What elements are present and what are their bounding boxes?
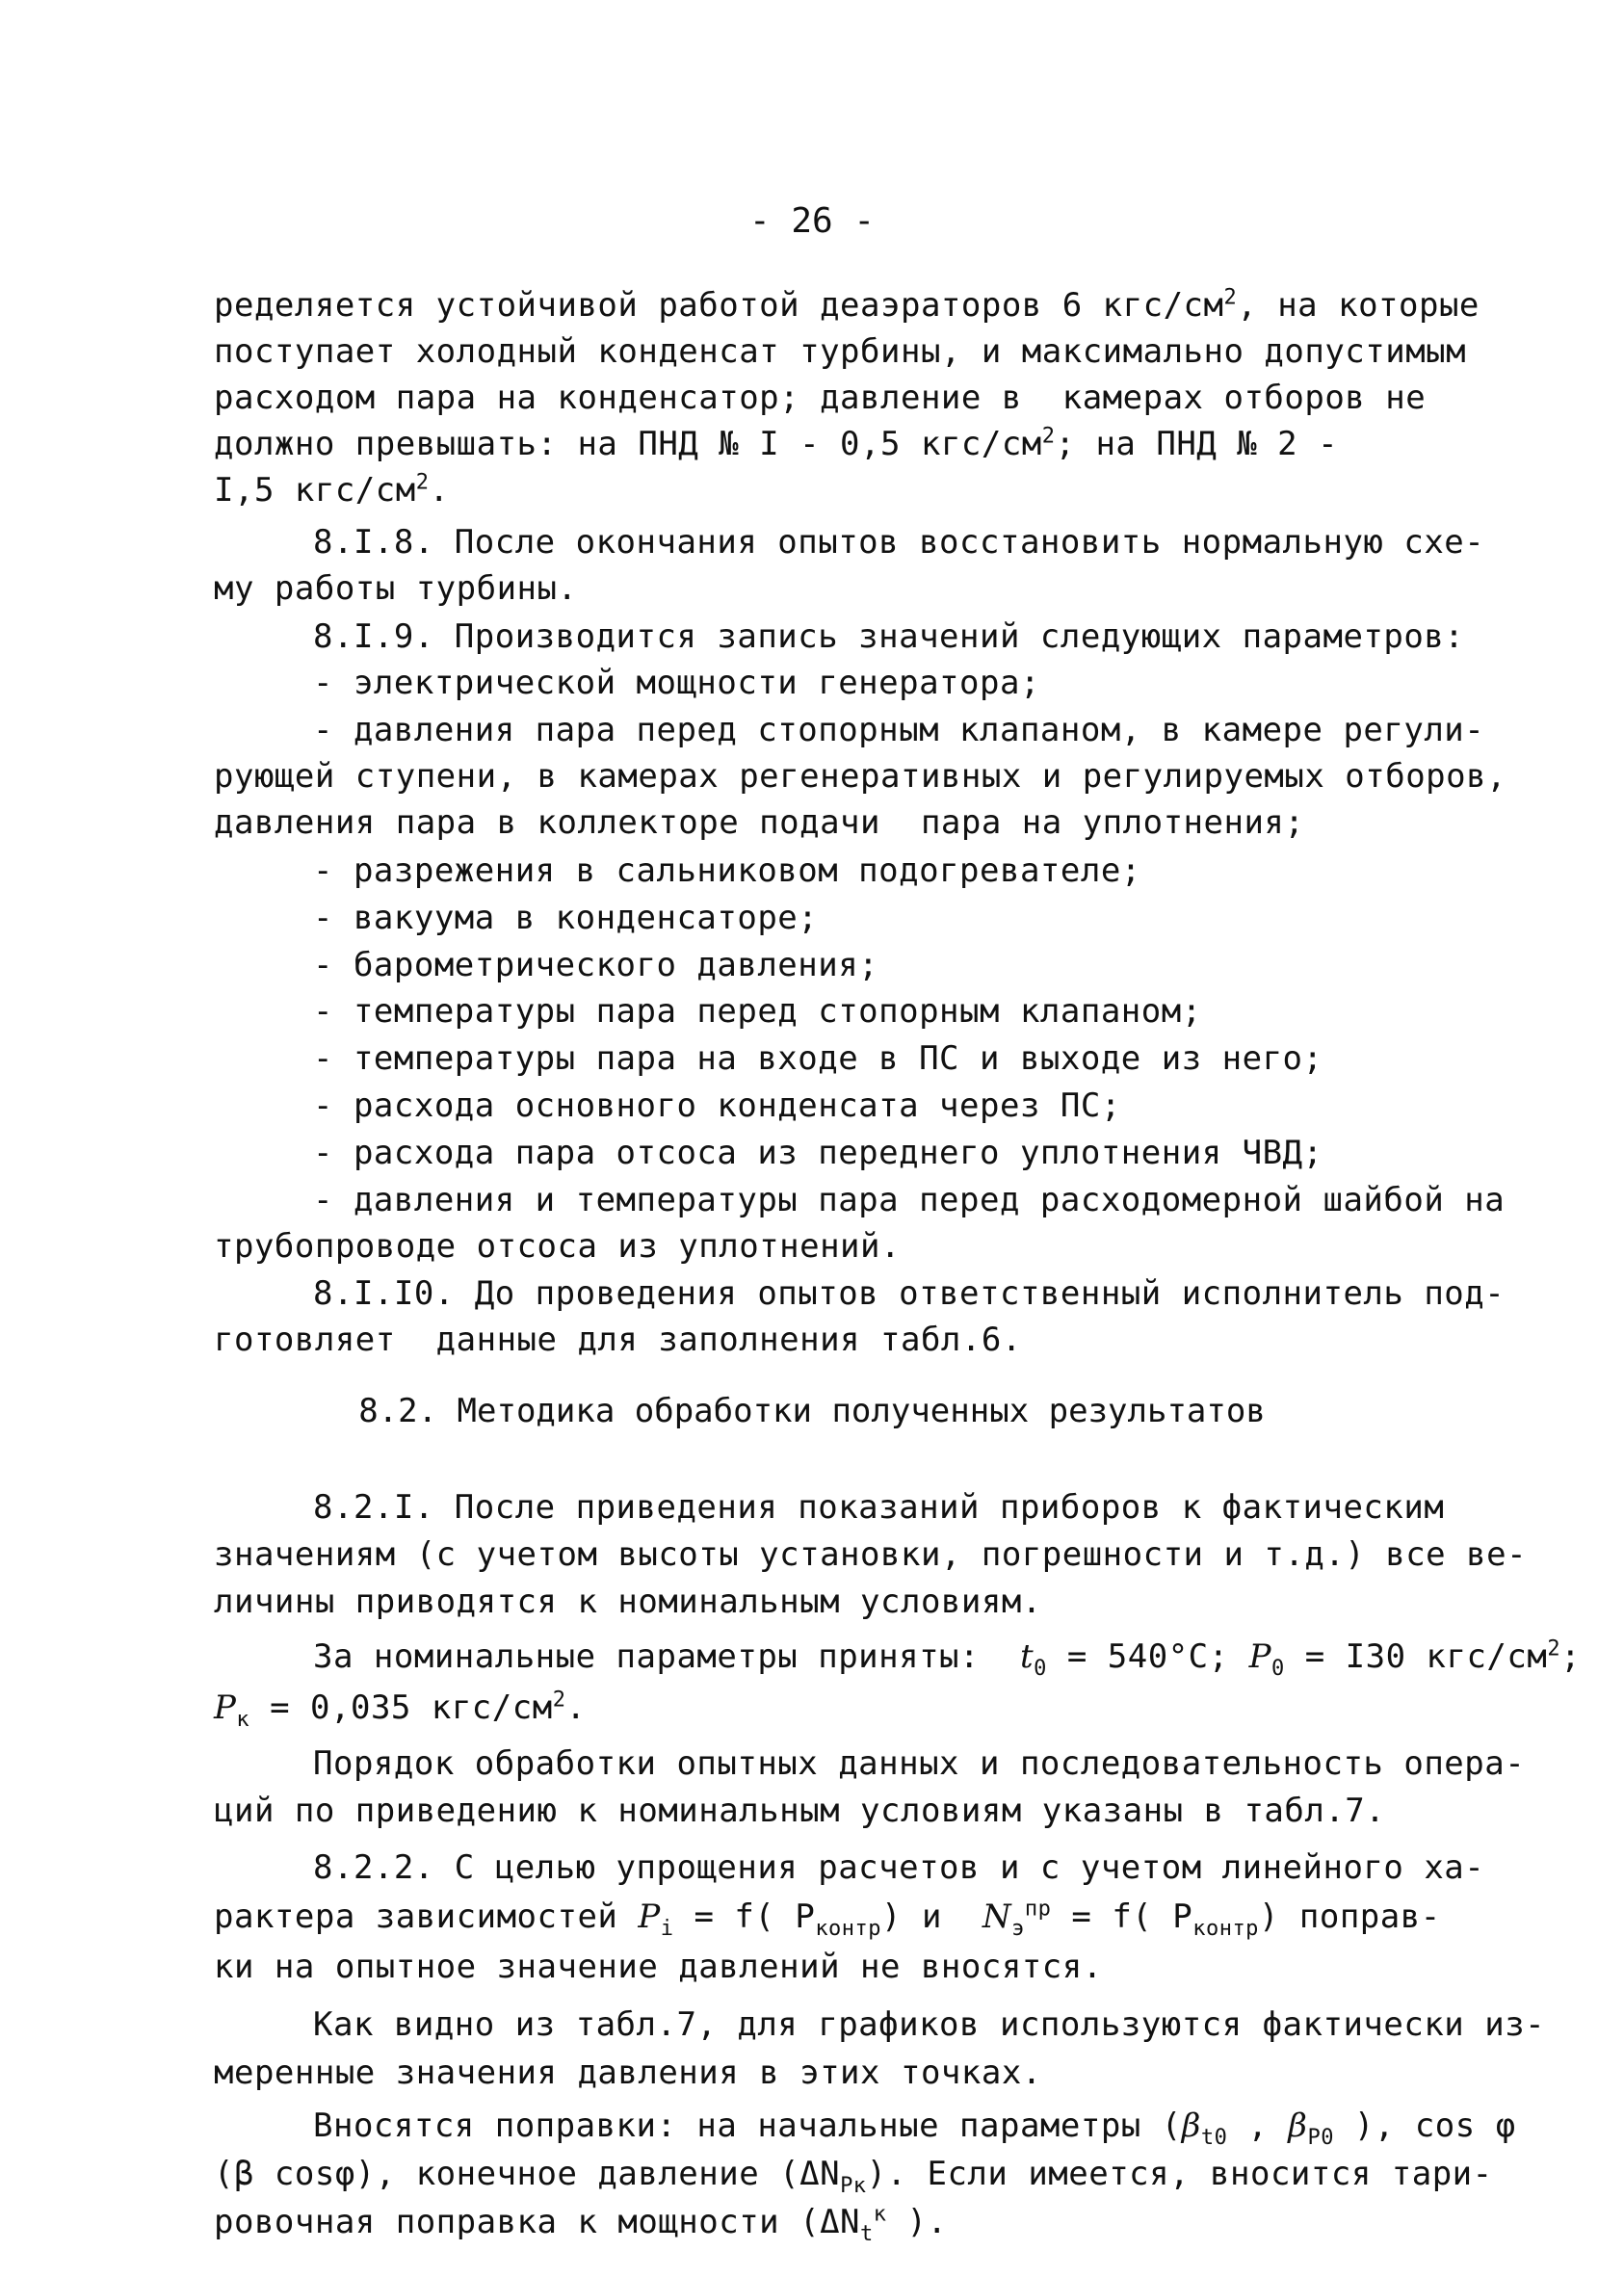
text-line: Как видно из табл.7, для графиков используются фактически из- <box>313 2005 1546 2044</box>
list-item: - расхода основного конденсата через ПС; <box>313 1086 1121 1125</box>
text-line: ределяется устойчивой работой деаэраторов 6 кгс/$см^2$, на которые <box>214 285 1480 325</box>
list-item: - разрежения в сальниковом подогревателе; <box>313 851 1141 890</box>
text-line: рующей ступени, в камерах регенеративных и регулируемых отборов, <box>214 757 1507 796</box>
nominal-pressure-line: $P_к = 0,035$ кгс/$см^2$. <box>214 1688 587 1732</box>
text-line: трубопроводе отсоса из уплотнений. <box>214 1227 901 1266</box>
list-item: - температуры пара на входе в ПС и выходе из него; <box>313 1039 1323 1078</box>
text-line: поступает холодный конденсат турбины, и максимально допустимым <box>214 332 1467 371</box>
text-line: ки на опытное значение давлений не вносятся. <box>214 1948 1103 1986</box>
paragraph-8-1-8: 8.I.8. После окончания опытов восстановить нормальную схе- <box>313 523 1485 562</box>
list-item: - электрической мощности генератора; <box>313 664 1040 702</box>
list-item: - давления и температуры пара перед расходомерной шайбой на <box>313 1181 1506 1219</box>
page-number: - 26 - <box>748 201 876 241</box>
paragraph-8-2-1: 8.2.I. После приведения показаний приборов к фактическим <box>313 1488 1445 1527</box>
list-item: - температуры пара перед стопорным клапаном; <box>313 992 1202 1031</box>
text-line: Порядок обработки опытных данных и последовательность опера- <box>313 1744 1526 1783</box>
list-item: - расхода пара отсоса из переднего уплотнения ЧВД; <box>313 1134 1323 1172</box>
nominal-parameters-line: За номинальные параметры приняты: $t_0 = 540^\circ С$; $P_0 = I30$ кгс/$см^2$; <box>313 1636 1582 1681</box>
text-line: I,5 кгс/$см^2$. <box>214 470 450 510</box>
text-line: готовляет данные для заполнения табл.6. <box>214 1321 1022 1359</box>
paragraph-8-1-10: 8.I.I0. До проведения опытов ответственный исполнитель под- <box>313 1274 1506 1313</box>
text-line: ровочная поправка к мощности ($\Delta N_t^к$ ). <box>214 2202 948 2246</box>
paragraph-8-1-9: 8.I.9. Производится запись значений следующих параметров: <box>313 617 1465 656</box>
text-line: давления пара в коллекторе подачи пара на уплотнения; <box>214 803 1305 842</box>
section-heading: 8.2. Методика обработки полученных результатов <box>358 1392 1266 1430</box>
text-line: (β cosφ), конечное давление $(\Delta N_{Pк})$. Если имеется, вносится тари- <box>214 2155 1493 2198</box>
corrections-line: Вносятся поправки: на начальные параметры ($\beta_{t0}$ , $\beta_{P0}$ ), cos φ <box>313 2107 1516 2150</box>
text-line: расходом пара на конденсатор; давление в камерах отборов не <box>214 379 1427 417</box>
list-item: - вакуума в конденсаторе; <box>313 899 819 937</box>
text-line: должно превышать: на ПНД № I - 0,5 кгс/$см^2$; на ПНД № 2 - <box>214 424 1339 463</box>
paragraph-8-2-2: 8.2.2. С целью упрощения расчетов и с учетом линейного ха- <box>313 1848 1485 1887</box>
dependency-formula-line: рактера зависимостей $P_i = f$( $P_{контр}$) и $N_э^{пр} = f$( $P_{контр}$) поправ- <box>214 1897 1441 1941</box>
text-line: меренные значения давления в этих точках. <box>214 2054 1042 2092</box>
list-item: - барометрического давления; <box>313 946 879 984</box>
text-line: му работы турбины. <box>214 569 578 608</box>
text-line: личины приводятся к номинальным условиям. <box>214 1583 1042 1621</box>
text-line: ций по приведению к номинальным условиям указаны в табл.7. <box>214 1792 1386 1830</box>
text-line: значениям (с учетом высоты установки, погрешности и т.д.) все ве- <box>214 1535 1528 1574</box>
list-item: - давления пара перед стопорным клапаном, в камере регули- <box>313 711 1485 749</box>
